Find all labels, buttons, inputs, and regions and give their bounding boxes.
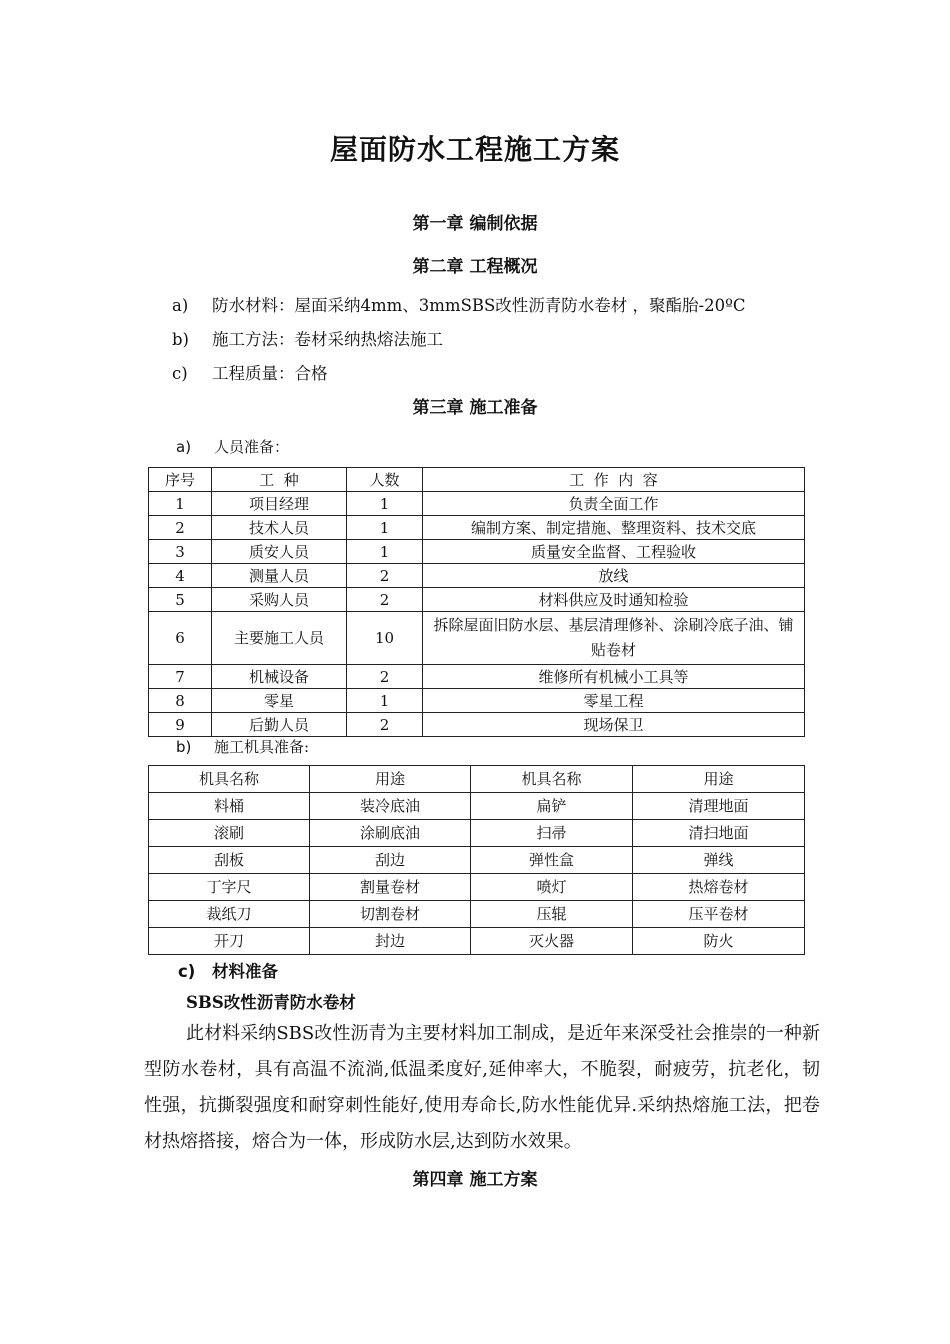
chapter-1-heading: 第一章 编制依据 — [412, 214, 538, 234]
table-row — [149, 564, 805, 588]
table-cell: 装冷底油 — [310, 793, 471, 820]
tools-heading-text: 施工机具准备: — [214, 738, 310, 756]
table-cell: 4 — [149, 564, 212, 588]
table-cell: 采购人员 — [212, 588, 347, 612]
table-cell: 压平卷材 — [633, 901, 805, 928]
header-cell: 工 作 内 容 — [423, 468, 805, 492]
tools-table — [148, 765, 805, 955]
table-header-row — [149, 766, 805, 793]
table-cell: 项目经理 — [212, 492, 347, 516]
table-header-row — [149, 468, 805, 492]
table-cell: 刮板 — [149, 847, 310, 874]
staff-heading-text: 人员准备： — [214, 438, 290, 456]
materials-heading — [178, 958, 278, 982]
table-cell: 1 — [347, 540, 423, 564]
table-cell: 丁字尺 — [149, 874, 310, 901]
table-cell: 拆除屋面旧防水层、基层清理修补、涂刷冷底子油、铺贴卷材 — [423, 612, 805, 665]
table-row — [149, 665, 805, 689]
table-row — [149, 689, 805, 713]
table-cell: 10 — [347, 612, 423, 665]
table-row — [149, 874, 805, 901]
table-cell: 放线 — [423, 564, 805, 588]
table-cell: 封边 — [310, 928, 471, 955]
chapter-3-heading: 第三章 施工准备 — [412, 398, 538, 418]
header-cell: 用途 — [633, 766, 805, 793]
table-cell: 弹线 — [633, 847, 805, 874]
table-cell: 涂刷底油 — [310, 820, 471, 847]
overview-item-b — [172, 326, 443, 350]
materials-subheading: SBS改性沥青防水卷材 — [186, 993, 356, 1012]
overview-item-text: 工程质量：合格 — [212, 364, 328, 383]
table-cell: 2 — [347, 713, 423, 737]
table-cell: 1 — [149, 492, 212, 516]
staff-table — [148, 467, 805, 737]
table-row — [149, 901, 805, 928]
table-cell: 清扫地面 — [633, 820, 805, 847]
table-cell: 割量卷材 — [310, 874, 471, 901]
table-row — [149, 492, 805, 516]
overview-item-text: 施工方法：卷材采纳热熔法施工 — [212, 330, 443, 349]
table-cell: 2 — [347, 564, 423, 588]
table-cell: 弹性盒 — [471, 847, 633, 874]
table-row — [149, 516, 805, 540]
table-cell: 6 — [149, 612, 212, 665]
list-marker: a) — [172, 296, 189, 315]
chapter-2-heading: 第二章 工程概况 — [412, 257, 538, 277]
list-marker: a) — [176, 438, 192, 456]
staff-heading — [176, 436, 289, 457]
table-cell: 喷灯 — [471, 874, 633, 901]
table-row — [149, 713, 805, 737]
table-cell: 8 — [149, 689, 212, 713]
header-cell: 机具名称 — [149, 766, 310, 793]
table-cell: 7 — [149, 665, 212, 689]
table-cell: 1 — [347, 689, 423, 713]
table-cell: 滚刷 — [149, 820, 310, 847]
table-cell: 灭火器 — [471, 928, 633, 955]
document-title: 屋面防水工程施工方案 — [329, 133, 620, 166]
table-cell: 1 — [347, 516, 423, 540]
header-cell: 工 种 — [212, 468, 347, 492]
list-marker: c) — [172, 364, 188, 383]
table-cell: 切割卷材 — [310, 901, 471, 928]
overview-item-text: 防水材料：屋面采纳4mm、3mmSBS改性沥青防水卷材 ，聚酯胎-20ºC — [212, 296, 746, 315]
table-cell: 主要施工人员 — [212, 612, 347, 665]
table-cell: 5 — [149, 588, 212, 612]
table-cell: 质安人员 — [212, 540, 347, 564]
table-cell: 热熔卷材 — [633, 874, 805, 901]
tools-heading — [176, 736, 309, 757]
table-row — [149, 847, 805, 874]
table-cell: 开刀 — [149, 928, 310, 955]
table-cell: 料桶 — [149, 793, 310, 820]
table-cell: 后勤人员 — [212, 713, 347, 737]
table-row — [149, 793, 805, 820]
table-cell: 9 — [149, 713, 212, 737]
list-marker: b) — [176, 738, 192, 756]
table-cell: 现场保卫 — [423, 713, 805, 737]
table-cell: 技术人员 — [212, 516, 347, 540]
table-cell: 负责全面工作 — [423, 492, 805, 516]
table-row — [149, 612, 805, 665]
table-cell: 裁纸刀 — [149, 901, 310, 928]
materials-paragraph: 此材料采纳SBS改性沥青为主要材料加工制成，是近年来深受社会推崇的一种新型防水卷材，具有高温不流淌,低温柔度好,延伸率大，不脆裂，耐疲劳，抗老化，韧性强，抗撕裂强度和耐穿刺性能好,使用寿命长,防水性能优异.采纳热熔施工法，把卷材热熔搭接，熔合为一体，形成防水层,达到防水效果。 — [144, 1023, 820, 1152]
table-cell: 扁铲 — [471, 793, 633, 820]
overview-item-a — [172, 292, 746, 316]
table-cell: 1 — [347, 492, 423, 516]
table-row — [149, 928, 805, 955]
list-marker: b) — [172, 330, 189, 349]
table-row — [149, 588, 805, 612]
table-cell: 材料供应及时通知检验 — [423, 588, 805, 612]
table-row — [149, 820, 805, 847]
header-cell: 序号 — [149, 468, 212, 492]
table-cell: 零星 — [212, 689, 347, 713]
table-row — [149, 540, 805, 564]
list-marker: c) — [178, 962, 196, 981]
chapter-4-heading: 第四章 施工方案 — [412, 1170, 538, 1190]
overview-item-c — [172, 360, 328, 384]
header-cell: 用途 — [310, 766, 471, 793]
table-cell: 防火 — [633, 928, 805, 955]
table-cell: 零星工程 — [423, 689, 805, 713]
table-cell: 3 — [149, 540, 212, 564]
table-cell: 扫帚 — [471, 820, 633, 847]
table-cell: 2 — [347, 588, 423, 612]
header-cell: 机具名称 — [471, 766, 633, 793]
materials-heading-text: 材料准备 — [212, 962, 278, 981]
table-cell: 测量人员 — [212, 564, 347, 588]
table-cell: 2 — [149, 516, 212, 540]
table-cell: 维修所有机械小工具等 — [423, 665, 805, 689]
table-cell: 2 — [347, 665, 423, 689]
table-cell: 清理地面 — [633, 793, 805, 820]
table-cell: 刮边 — [310, 847, 471, 874]
table-cell: 质量安全监督、工程验收 — [423, 540, 805, 564]
table-cell: 机械设备 — [212, 665, 347, 689]
header-cell: 人数 — [347, 468, 423, 492]
table-cell: 编制方案、制定措施、整理资料、技术交底 — [423, 516, 805, 540]
table-cell: 压辊 — [471, 901, 633, 928]
